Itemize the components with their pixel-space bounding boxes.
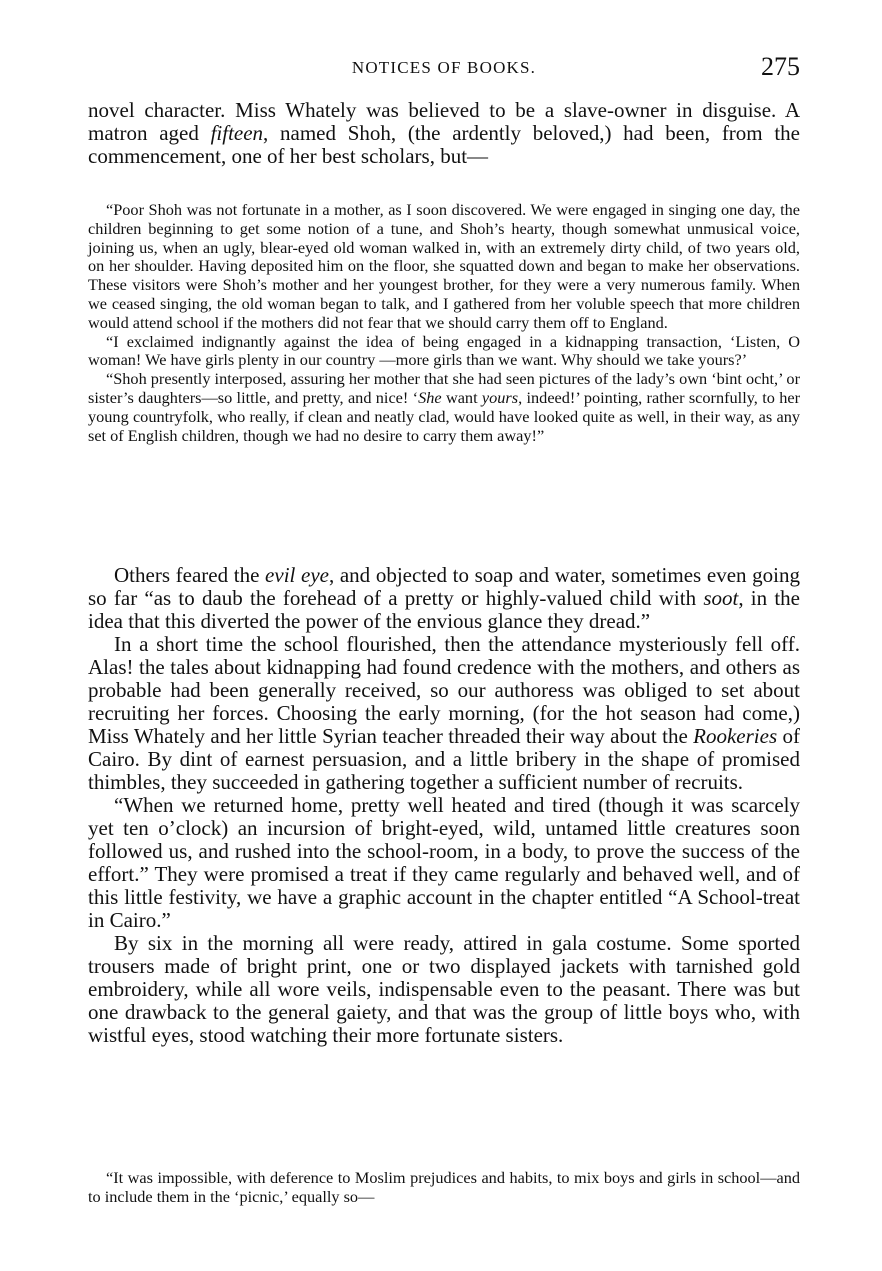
paragraph-morning: By six in the morning all were ready, attired in gala costume. Some sported trousers made of bright print, one or two displayed jackets with tarnished gold embroidery, while all wore veils, indispensable even to the peasant. There was but one drawback to the general gaiety, and that was the group of little boys who, with wistful eyes, stood watching their more fortunate sisters.	[88, 931, 800, 1047]
paragraph-school: In a short time the school flourished, then the attendance mysteriously fell off. Alas! the tales about kidnapping had found credence with the mothers, and others as probable had been generally received, so our authoress was obliged to set about recruiting her forces. Choosing the early morning, (for the hot season had come,) Miss Whately and her little Syrian teacher threaded their way about the Rookeries of Cairo. By dint of earnest persuasion, and a little bribery in the shape of promised thimbles, they succeeded in gathering together a sufficient number of recruits.	[88, 632, 800, 794]
running-title: NOTICES OF BOOKS.	[351, 58, 537, 77]
intro-paragraph	[88, 99, 800, 168]
paragraph-returned-home: “When we returned home, pretty well heated and tired (though it was scarcely yet ten o’clock) an incursion of bright-eyed, wild, untamed little creatures soon followed us, and rushed into the school-room, in a body, to prove the success of the effort.” They were promised a treat if they came regularly and behaved well, and of this little festivity, we have a graphic account in the chapter entitled “A School-treat in Cairo.”	[88, 793, 800, 932]
intro-text: novel character. Miss Whately was believed to be a slave-owner in disguise. A matron aged fifteen, named Shoh, (the ardently beloved,) had been, from the commencement, one of her best scholars, but—	[88, 98, 801, 168]
block-quote-boys	[88, 1169, 800, 1207]
quote-paragraph-2: “I exclaimed indignantly against the idea of being engaged in a kidnapping transaction, ‘Listen, O woman! We have girls plenty in our country —more girls than we want. Why should we take yours?’	[88, 331, 800, 370]
quote-paragraph-3: “Shoh presently interposed, assuring her mother that she had seen pictures of the lady’s own ‘bint ocht,’ or sister’s daughters—so little, and pretty, and nice! ‘She want yours, indeed!’ pointing, rather scornfully, to her young countryfolk, who really, if clean and neatly clad, would have looked quite as well, in their way, as any set of English children, though we had no desire to carry them away!”	[88, 369, 800, 445]
page-header	[88, 52, 800, 86]
quote-paragraph-1: “Poor Shoh was not fortunate in a mother, as I soon discovered. We were engaged in singing one day, the children beginning to get some notion of a tune, and Shoh’s hearty, though somewhat unmusical voice, joining us, when an ugly, blear-eyed old woman walked in, with an extremely dirty child, of two years old, on her shoulder. Having deposited him on the floor, she squatted down and began to make her observations. These visitors were Shoh’s mother and her youngest brother, for they were a very numerous family. When we ceased singing, the old woman began to talk, and I gathered from her voluble speech that more children would attend school if the mothers did not fear that we should carry them off to England.	[88, 200, 800, 332]
emphasis-fifteen: fifteen	[210, 121, 264, 145]
block-quote-shoh	[88, 201, 800, 445]
main-text	[88, 564, 800, 1047]
quote-boys-text: “It was impossible, with deference to Moslim prejudices and habits, to mix boys and girls in school—and to include them in the ‘picnic,’ equally so—	[88, 1168, 800, 1206]
page-number: 275	[761, 52, 800, 81]
paragraph-evil-eye: Others feared the evil eye, and objected to soap and water, sometimes even going so far “as to daub the forehead of a pretty or highly-valued child with soot, in the idea that this diverted the power of the envious glance they dread.”	[88, 563, 800, 633]
